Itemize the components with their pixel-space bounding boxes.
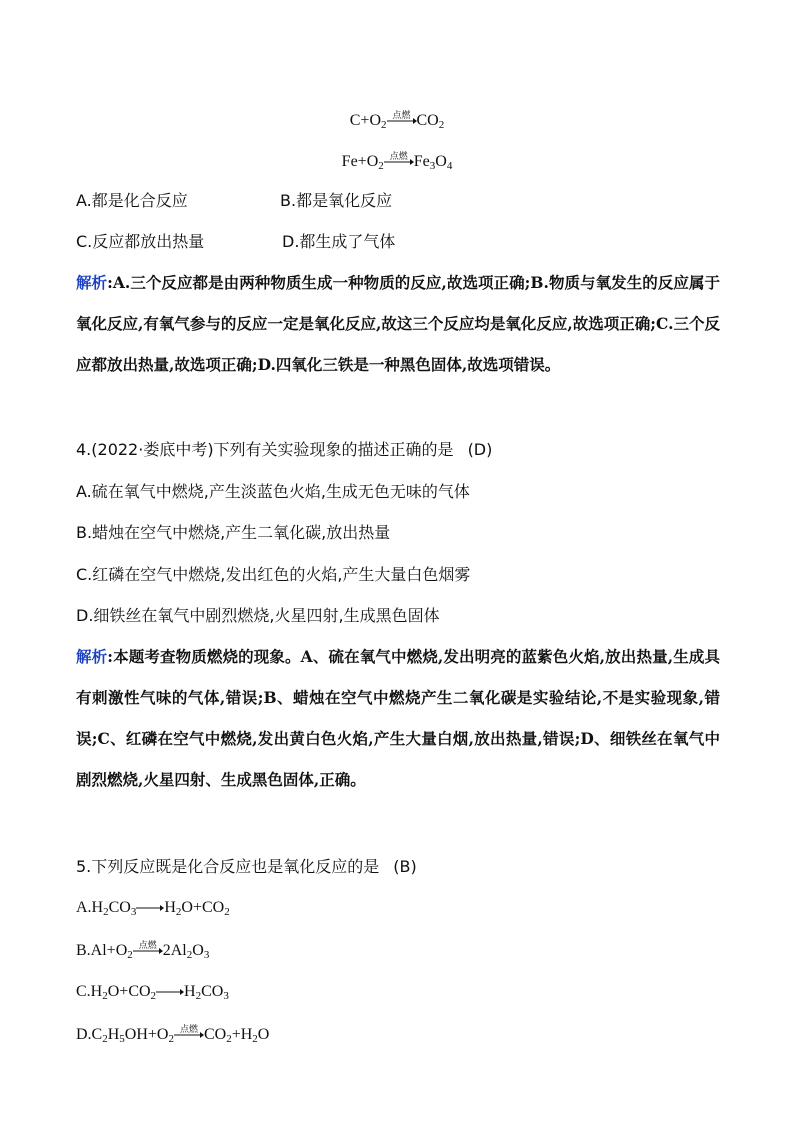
arrow-icon bbox=[156, 987, 184, 997]
analysis-block-2 bbox=[76, 636, 720, 800]
q3-option-a: A.都是化合反应 bbox=[76, 191, 188, 210]
q5-option-c: $C.H_2O+CO_2$ $H_2CO_3$ bbox=[76, 983, 229, 1002]
q5-option-b: $B.Al+O_2$ 点燃 $2Al_2O_3$ bbox=[76, 941, 210, 961]
analysis-tag: 解析 bbox=[76, 647, 108, 666]
analysis-text: :A.三个反应都是由两种物质生成一种物质的反应,故选项正确;B.物质与氧发生的反应属于氧化反应,有氧气参与的反应一定是氧化反应,故这三个反应均是氧化反应,故选项正确;C.三个反应都放出热量,故选项正确;D.四氧化三铁是一种黑色固体,故选项错误。 bbox=[76, 273, 720, 374]
answer-badge: (B) bbox=[393, 857, 417, 876]
arrow-icon: 点燃 bbox=[133, 946, 163, 956]
analysis-tag: 解析 bbox=[76, 273, 108, 292]
arrow-icon bbox=[136, 903, 164, 913]
answer-badge: (D) bbox=[467, 440, 493, 459]
analysis-text: :本题考查物质燃烧的现象。A、硫在氧气中燃烧,发出明亮的蓝紫色火焰,放出热量,生成具有刺激性气味的气体,错误;B、蜡烛在空气中燃烧产生二氧化碳是实验结论,不是实验现象,错误;C、红磷在空气中燃烧,发出黄白色火焰,产生大量白烟,放出热量,错误;D、细铁丝在氧气中剧烈燃烧,火星四射、生成黑色固体,正确。 bbox=[76, 647, 720, 789]
question-5-stem: 5.下列反应既是化合反应也是氧化反应的是 (B) bbox=[76, 857, 417, 876]
q4-option-d: D.细铁丝在氧气中剧烈燃烧,火星四射,生成黑色固体 bbox=[76, 606, 440, 625]
equation-1: $C+O_2$ 点燃 $CO_2$ bbox=[349, 111, 445, 131]
question-4-stem: 4.(2022·娄底中考)下列有关实验现象的描述正确的是 (D) bbox=[76, 440, 493, 459]
q5-option-a: $A.H_2CO_3$ $H_2O+CO_2$ bbox=[76, 899, 230, 918]
analysis-block-1 bbox=[76, 262, 720, 385]
q5-option-d: $D.C_2H_5OH+O_2$ 点燃 $CO_2+H_2O$ bbox=[76, 1025, 270, 1045]
q3-option-b: B.都是氧化反应 bbox=[280, 191, 393, 210]
arrow-icon: 点燃 bbox=[387, 116, 417, 126]
q4-option-c: C.红磷在空气中燃烧,发出红色的火焰,产生大量白色烟雾 bbox=[76, 565, 471, 584]
equation-2: $Fe+O_2$ 点燃 $Fe_3O_4$ bbox=[341, 152, 453, 172]
q3-option-d: D.都生成了气体 bbox=[282, 232, 396, 251]
q4-option-a: A.硫在氧气中燃烧,产生淡蓝色火焰,生成无色无味的气体 bbox=[76, 482, 470, 501]
q3-option-c: C.反应都放出热量 bbox=[76, 232, 205, 251]
arrow-icon: 点燃 bbox=[384, 157, 414, 167]
arrow-icon: 点燃 bbox=[174, 1030, 204, 1040]
q4-option-b: B.蜡烛在空气中燃烧,产生二氧化碳,放出热量 bbox=[76, 523, 391, 542]
